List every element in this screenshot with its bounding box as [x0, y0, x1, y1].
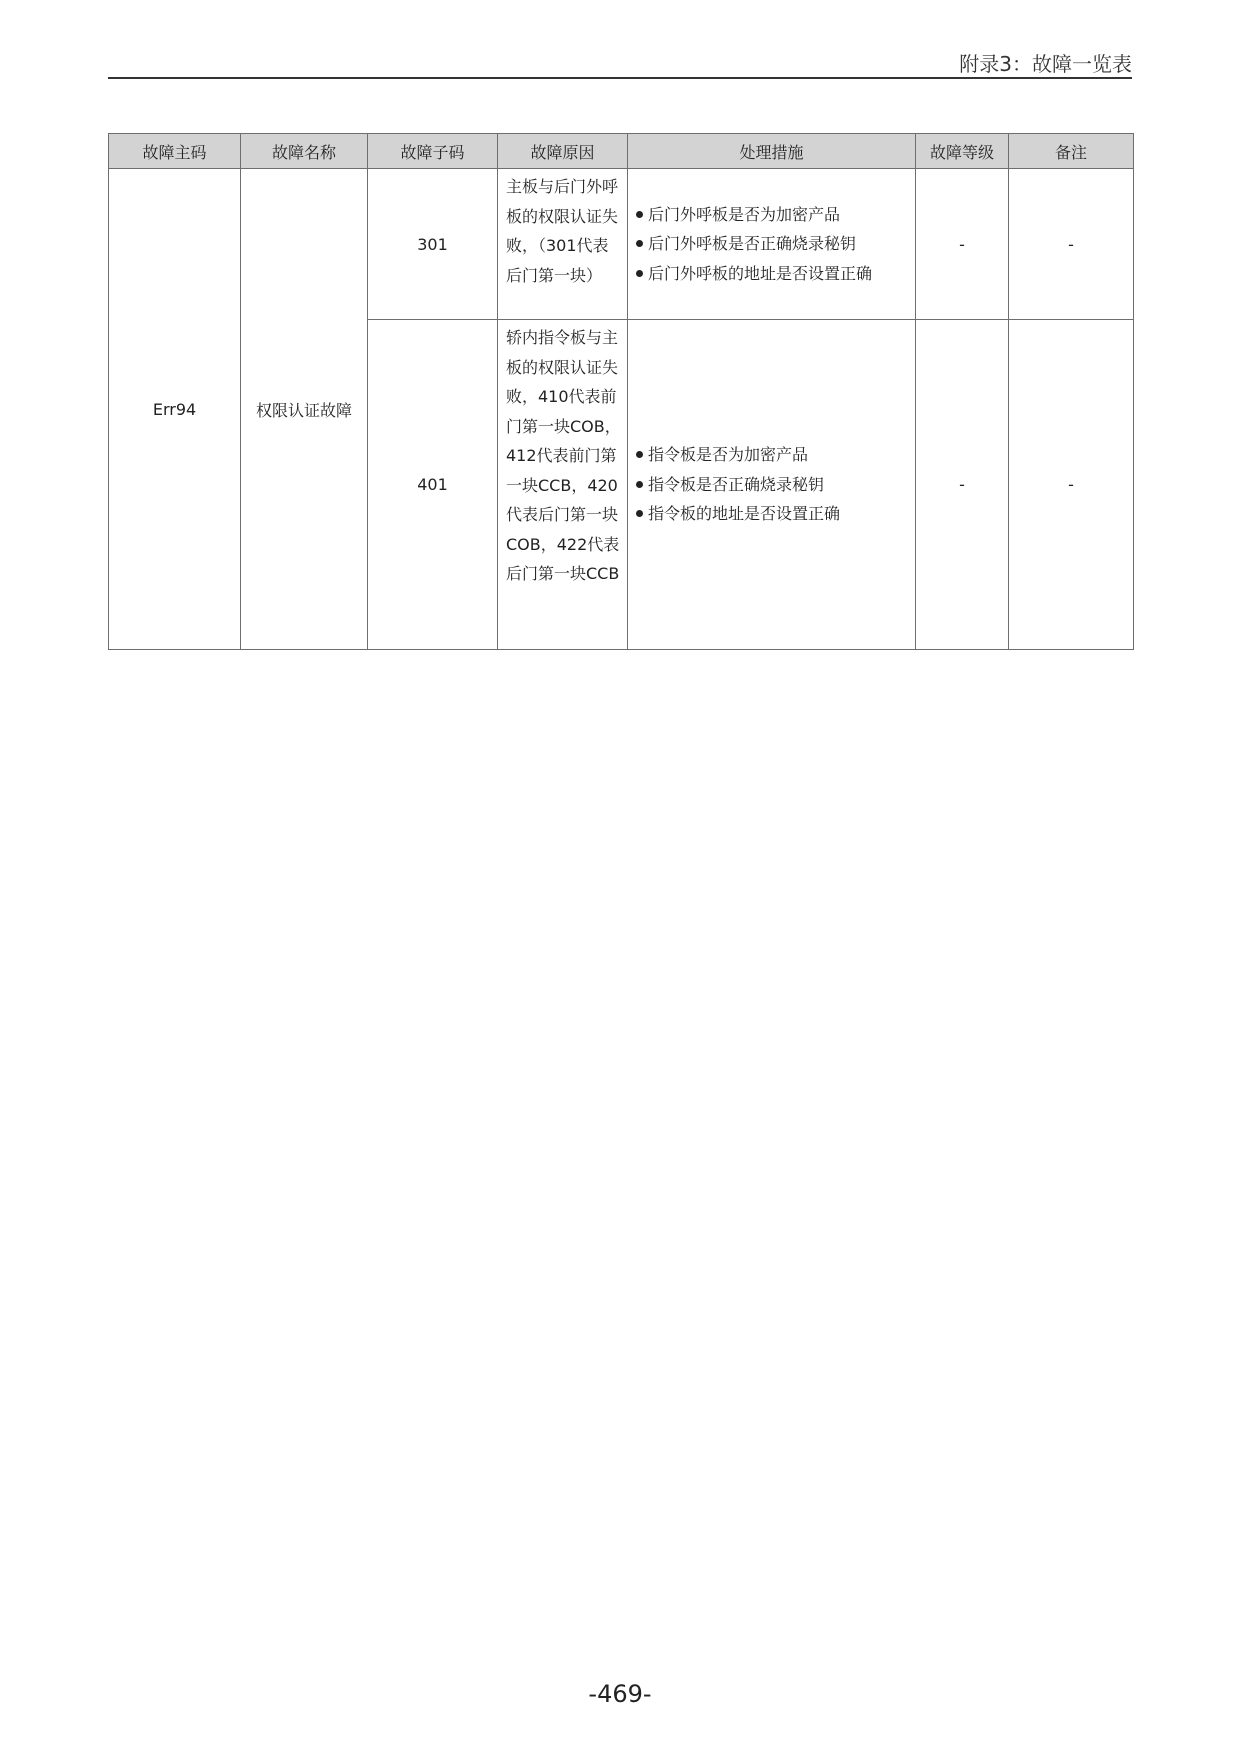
cause-cell: 主板与后门外呼板的权限认证失败，（301代表后门第一块） [498, 169, 628, 320]
main-code-cell: Err94 [109, 169, 241, 650]
measure-text: 后门外呼板是否正确烧录秘钥 [648, 234, 857, 254]
fault-list-table [108, 133, 1134, 650]
bullet-icon [636, 240, 643, 247]
measure-list [636, 440, 909, 529]
bullet-icon [636, 451, 643, 458]
bullet-icon [636, 481, 643, 488]
cause-cell: 轿内指令板与主板的权限认证失败，410代表前门第一块COB，412代表前门第一块CCB，420代表后门第一块COB，422代表后门第一块CCB [498, 320, 628, 650]
column-header-remark: 备注 [1009, 134, 1134, 169]
column-header-main-code: 故障主码 [109, 134, 241, 169]
table-header-row [109, 134, 1134, 169]
list-item [636, 200, 909, 230]
measures-cell [628, 169, 916, 320]
list-item [636, 440, 909, 470]
header-divider [108, 77, 1132, 79]
list-item [636, 499, 909, 529]
measure-text: 指令板的地址是否设置正确 [648, 504, 841, 524]
level-cell: - [916, 169, 1009, 320]
measure-text: 指令板是否正确烧录秘钥 [648, 474, 825, 494]
column-header-fault-name: 故障名称 [241, 134, 368, 169]
table-row [109, 169, 1134, 320]
measure-text: 后门外呼板的地址是否设置正确 [648, 263, 873, 283]
column-header-measures: 处理措施 [628, 134, 916, 169]
remark-cell: - [1009, 320, 1134, 650]
column-header-cause: 故障原因 [498, 134, 628, 169]
measure-text: 后门外呼板是否为加密产品 [648, 204, 841, 224]
measure-text: 指令板是否为加密产品 [648, 445, 809, 465]
bullet-icon [636, 211, 643, 218]
sub-code-cell: 401 [368, 320, 498, 650]
page-number: -469- [588, 1680, 652, 1708]
fault-name-cell: 权限认证故障 [241, 169, 368, 650]
sub-code-cell: 301 [368, 169, 498, 320]
remark-cell: - [1009, 169, 1134, 320]
list-item [636, 259, 909, 289]
measures-cell [628, 320, 916, 650]
measure-list [636, 200, 909, 289]
column-header-sub-code: 故障子码 [368, 134, 498, 169]
bullet-icon [636, 510, 643, 517]
list-item [636, 470, 909, 500]
page-header-title: 附录3：故障一览表 [959, 52, 1132, 76]
level-cell: - [916, 320, 1009, 650]
list-item [636, 229, 909, 259]
bullet-icon [636, 270, 643, 277]
column-header-level: 故障等级 [916, 134, 1009, 169]
